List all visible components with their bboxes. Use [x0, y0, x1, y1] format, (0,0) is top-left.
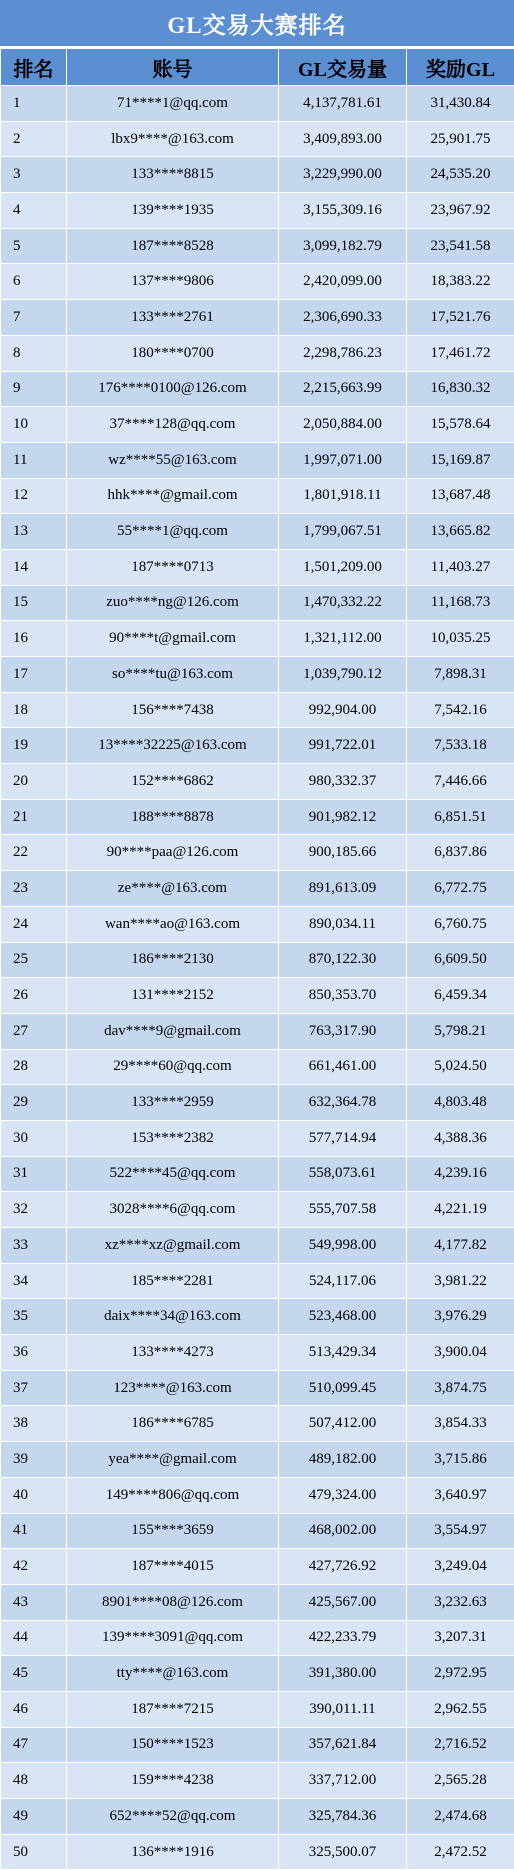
rank-cell: 22: [1, 835, 67, 871]
table-row: [1, 442, 514, 478]
reward-cell: 3,640.97: [407, 1477, 514, 1513]
volume-cell: 2,420,099.00: [279, 264, 407, 300]
reward-cell: 4,221.19: [407, 1192, 514, 1228]
reward-cell: 23,967.92: [407, 193, 514, 229]
reward-cell: 17,521.76: [407, 300, 514, 336]
reward-cell: 6,772.75: [407, 871, 514, 907]
reward-cell: 3,232.63: [407, 1584, 514, 1620]
account-cell: 137****9806: [67, 264, 279, 300]
table-row: [1, 228, 514, 264]
reward-cell: 2,716.52: [407, 1727, 514, 1763]
rank-cell: 7: [1, 300, 67, 336]
table-row: [1, 1834, 514, 1870]
table-row: [1, 764, 514, 800]
volume-cell: 2,050,884.00: [279, 407, 407, 443]
reward-cell: 7,542.16: [407, 692, 514, 728]
account-cell: wz****55@163.com: [67, 442, 279, 478]
reward-cell: 2,962.55: [407, 1691, 514, 1727]
reward-cell: 2,472.52: [407, 1834, 514, 1870]
volume-cell: 489,182.00: [279, 1442, 407, 1478]
volume-cell: 4,137,781.61: [279, 86, 407, 122]
account-cell: 139****1935: [67, 193, 279, 229]
rank-cell: 29: [1, 1085, 67, 1121]
ranking-table: [0, 48, 514, 1870]
table-row: [1, 585, 514, 621]
account-cell: zuo****ng@126.com: [67, 585, 279, 621]
reward-cell: 5,024.50: [407, 1049, 514, 1085]
account-cell: 187****8528: [67, 228, 279, 264]
rank-cell: 49: [1, 1799, 67, 1835]
reward-cell: 24,535.20: [407, 157, 514, 193]
rank-cell: 40: [1, 1477, 67, 1513]
table-row: [1, 1727, 514, 1763]
table-row: [1, 1228, 514, 1264]
account-cell: 149****806@qq.com: [67, 1477, 279, 1513]
account-cell: 150****1523: [67, 1727, 279, 1763]
account-cell: wan****ao@163.com: [67, 906, 279, 942]
reward-cell: 11,168.73: [407, 585, 514, 621]
rank-cell: 36: [1, 1335, 67, 1371]
header-rank: 排名: [1, 49, 67, 86]
table-row: [1, 1477, 514, 1513]
reward-cell: 3,207.31: [407, 1620, 514, 1656]
account-cell: 153****2382: [67, 1120, 279, 1156]
account-cell: 186****6785: [67, 1406, 279, 1442]
reward-cell: 13,665.82: [407, 514, 514, 550]
volume-cell: 507,412.00: [279, 1406, 407, 1442]
rank-cell: 34: [1, 1263, 67, 1299]
volume-cell: 2,306,690.33: [279, 300, 407, 336]
account-cell: 180****0700: [67, 335, 279, 371]
reward-cell: 6,459.34: [407, 978, 514, 1014]
rank-cell: 50: [1, 1834, 67, 1870]
table-row: [1, 1013, 514, 1049]
reward-cell: 5,798.21: [407, 1013, 514, 1049]
reward-cell: 3,249.04: [407, 1549, 514, 1585]
volume-cell: 891,613.09: [279, 871, 407, 907]
reward-cell: 31,430.84: [407, 86, 514, 122]
volume-cell: 3,409,893.00: [279, 121, 407, 157]
rank-cell: 42: [1, 1549, 67, 1585]
account-cell: 13****32225@163.com: [67, 728, 279, 764]
volume-cell: 357,621.84: [279, 1727, 407, 1763]
rank-cell: 11: [1, 442, 67, 478]
rank-cell: 35: [1, 1299, 67, 1335]
volume-cell: 763,317.90: [279, 1013, 407, 1049]
account-cell: 187****4015: [67, 1549, 279, 1585]
account-cell: 652****52@qq.com: [67, 1799, 279, 1835]
account-cell: ze****@163.com: [67, 871, 279, 907]
table-row: [1, 1156, 514, 1192]
volume-cell: 558,073.61: [279, 1156, 407, 1192]
account-cell: 131****2152: [67, 978, 279, 1014]
table-row: [1, 657, 514, 693]
account-cell: 133****4273: [67, 1335, 279, 1371]
rank-cell: 39: [1, 1442, 67, 1478]
rank-cell: 20: [1, 764, 67, 800]
account-cell: 186****2130: [67, 942, 279, 978]
volume-cell: 427,726.92: [279, 1549, 407, 1585]
reward-cell: 2,474.68: [407, 1799, 514, 1835]
volume-cell: 1,501,209.00: [279, 549, 407, 585]
table-row: [1, 549, 514, 585]
table-row: [1, 621, 514, 657]
table-row: [1, 300, 514, 336]
table-row: [1, 1049, 514, 1085]
header-volume: GL交易量: [279, 49, 407, 86]
account-cell: 176****0100@126.com: [67, 371, 279, 407]
header-row: [1, 49, 514, 86]
account-cell: 29****60@qq.com: [67, 1049, 279, 1085]
account-cell: xz****xz@gmail.com: [67, 1228, 279, 1264]
volume-cell: 422,233.79: [279, 1620, 407, 1656]
reward-cell: 7,898.31: [407, 657, 514, 693]
account-cell: 90****paa@126.com: [67, 835, 279, 871]
volume-cell: 3,229,990.00: [279, 157, 407, 193]
table-row: [1, 371, 514, 407]
rank-cell: 30: [1, 1120, 67, 1156]
volume-cell: 1,799,067.51: [279, 514, 407, 550]
rank-cell: 37: [1, 1370, 67, 1406]
table-row: [1, 1192, 514, 1228]
volume-cell: 991,722.01: [279, 728, 407, 764]
account-cell: 133****2761: [67, 300, 279, 336]
account-cell: 90****t@gmail.com: [67, 621, 279, 657]
rank-cell: 27: [1, 1013, 67, 1049]
rank-cell: 9: [1, 371, 67, 407]
account-cell: hhk****@gmail.com: [67, 478, 279, 514]
volume-cell: 479,324.00: [279, 1477, 407, 1513]
table-row: [1, 978, 514, 1014]
reward-cell: 3,854.33: [407, 1406, 514, 1442]
reward-cell: 6,609.50: [407, 942, 514, 978]
rank-cell: 6: [1, 264, 67, 300]
account-cell: 188****8878: [67, 799, 279, 835]
rank-cell: 45: [1, 1656, 67, 1692]
volume-cell: 549,998.00: [279, 1228, 407, 1264]
reward-cell: 2,565.28: [407, 1763, 514, 1799]
table-row: [1, 1656, 514, 1692]
reward-cell: 10,035.25: [407, 621, 514, 657]
table-row: [1, 1513, 514, 1549]
table-row: [1, 835, 514, 871]
reward-cell: 25,901.75: [407, 121, 514, 157]
account-cell: dav****9@gmail.com: [67, 1013, 279, 1049]
table-row: [1, 1406, 514, 1442]
rank-cell: 38: [1, 1406, 67, 1442]
rank-cell: 48: [1, 1763, 67, 1799]
volume-cell: 2,215,663.99: [279, 371, 407, 407]
reward-cell: 4,803.48: [407, 1085, 514, 1121]
rank-cell: 25: [1, 942, 67, 978]
volume-cell: 524,117.06: [279, 1263, 407, 1299]
reward-cell: 15,169.87: [407, 442, 514, 478]
table-row: [1, 1620, 514, 1656]
table-row: [1, 1299, 514, 1335]
table-row: [1, 1549, 514, 1585]
volume-cell: 325,784.36: [279, 1799, 407, 1835]
table-row: [1, 1370, 514, 1406]
volume-cell: 1,801,918.11: [279, 478, 407, 514]
volume-cell: 3,155,309.16: [279, 193, 407, 229]
table-row: [1, 728, 514, 764]
rank-cell: 13: [1, 514, 67, 550]
account-cell: yea****@gmail.com: [67, 1442, 279, 1478]
reward-cell: 13,687.48: [407, 478, 514, 514]
rank-cell: 32: [1, 1192, 67, 1228]
volume-cell: 850,353.70: [279, 978, 407, 1014]
rank-cell: 3: [1, 157, 67, 193]
volume-cell: 661,461.00: [279, 1049, 407, 1085]
rank-cell: 33: [1, 1228, 67, 1264]
volume-cell: 468,002.00: [279, 1513, 407, 1549]
account-cell: 123****@163.com: [67, 1370, 279, 1406]
header-reward: 奖励GL: [407, 49, 514, 86]
volume-cell: 577,714.94: [279, 1120, 407, 1156]
table-row: [1, 86, 514, 122]
volume-cell: 1,470,332.22: [279, 585, 407, 621]
reward-cell: 3,715.86: [407, 1442, 514, 1478]
table-header: [1, 49, 514, 86]
volume-cell: 391,380.00: [279, 1656, 407, 1692]
reward-cell: 4,388.36: [407, 1120, 514, 1156]
reward-cell: 3,981.22: [407, 1263, 514, 1299]
account-cell: 522****45@qq.com: [67, 1156, 279, 1192]
volume-cell: 555,707.58: [279, 1192, 407, 1228]
table-row: [1, 407, 514, 443]
table-row: [1, 193, 514, 229]
account-cell: so****tu@163.com: [67, 657, 279, 693]
table-body: [1, 86, 514, 1870]
account-cell: 3028****6@qq.com: [67, 1192, 279, 1228]
reward-cell: 6,851.51: [407, 799, 514, 835]
table-row: [1, 692, 514, 728]
account-cell: 37****128@qq.com: [67, 407, 279, 443]
volume-cell: 3,099,182.79: [279, 228, 407, 264]
account-cell: 55****1@qq.com: [67, 514, 279, 550]
account-cell: 139****3091@qq.com: [67, 1620, 279, 1656]
account-cell: tty****@163.com: [67, 1656, 279, 1692]
reward-cell: 6,760.75: [407, 906, 514, 942]
volume-cell: 1,321,112.00: [279, 621, 407, 657]
volume-cell: 2,298,786.23: [279, 335, 407, 371]
table-row: [1, 1763, 514, 1799]
volume-cell: 980,332.37: [279, 764, 407, 800]
rank-cell: 18: [1, 692, 67, 728]
volume-cell: 632,364.78: [279, 1085, 407, 1121]
table-row: [1, 121, 514, 157]
volume-cell: 513,429.34: [279, 1335, 407, 1371]
volume-cell: 992,904.00: [279, 692, 407, 728]
table-row: [1, 1799, 514, 1835]
reward-cell: 7,446.66: [407, 764, 514, 800]
table-row: [1, 335, 514, 371]
header-account: 账号: [67, 49, 279, 86]
account-cell: 152****6862: [67, 764, 279, 800]
rank-cell: 14: [1, 549, 67, 585]
rank-cell: 8: [1, 335, 67, 371]
reward-cell: 2,972.95: [407, 1656, 514, 1692]
table-row: [1, 1335, 514, 1371]
volume-cell: 870,122.30: [279, 942, 407, 978]
rank-cell: 1: [1, 86, 67, 122]
rank-cell: 15: [1, 585, 67, 621]
account-cell: 133****2959: [67, 1085, 279, 1121]
rank-cell: 24: [1, 906, 67, 942]
table-row: [1, 942, 514, 978]
table-row: [1, 799, 514, 835]
rank-cell: 23: [1, 871, 67, 907]
table-row: [1, 1442, 514, 1478]
table-row: [1, 871, 514, 907]
reward-cell: 11,403.27: [407, 549, 514, 585]
table-row: [1, 1691, 514, 1727]
table-row: [1, 157, 514, 193]
reward-cell: 16,830.32: [407, 371, 514, 407]
rank-cell: 46: [1, 1691, 67, 1727]
rank-cell: 26: [1, 978, 67, 1014]
table-row: [1, 264, 514, 300]
volume-cell: 390,011.11: [279, 1691, 407, 1727]
reward-cell: 23,541.58: [407, 228, 514, 264]
rank-cell: 16: [1, 621, 67, 657]
rank-cell: 19: [1, 728, 67, 764]
volume-cell: 1,997,071.00: [279, 442, 407, 478]
rank-cell: 43: [1, 1584, 67, 1620]
table-row: [1, 1120, 514, 1156]
volume-cell: 325,500.07: [279, 1834, 407, 1870]
rank-cell: 5: [1, 228, 67, 264]
reward-cell: 3,900.04: [407, 1335, 514, 1371]
volume-cell: 425,567.00: [279, 1584, 407, 1620]
reward-cell: 4,177.82: [407, 1228, 514, 1264]
rank-cell: 31: [1, 1156, 67, 1192]
rank-cell: 41: [1, 1513, 67, 1549]
volume-cell: 890,034.11: [279, 906, 407, 942]
account-cell: 136****1916: [67, 1834, 279, 1870]
reward-cell: 7,533.18: [407, 728, 514, 764]
account-cell: 187****7215: [67, 1691, 279, 1727]
volume-cell: 510,099.45: [279, 1370, 407, 1406]
account-cell: 185****2281: [67, 1263, 279, 1299]
volume-cell: 1,039,790.12: [279, 657, 407, 693]
rank-cell: 2: [1, 121, 67, 157]
account-cell: 156****7438: [67, 692, 279, 728]
account-cell: 187****0713: [67, 549, 279, 585]
account-cell: 155****3659: [67, 1513, 279, 1549]
account-cell: 133****8815: [67, 157, 279, 193]
rank-cell: 28: [1, 1049, 67, 1085]
table-row: [1, 906, 514, 942]
reward-cell: 4,239.16: [407, 1156, 514, 1192]
reward-cell: 3,976.29: [407, 1299, 514, 1335]
volume-cell: 900,185.66: [279, 835, 407, 871]
rank-cell: 44: [1, 1620, 67, 1656]
rank-cell: 4: [1, 193, 67, 229]
rank-cell: 10: [1, 407, 67, 443]
table-row: [1, 1085, 514, 1121]
table-row: [1, 514, 514, 550]
account-cell: 159****4238: [67, 1763, 279, 1799]
reward-cell: 3,874.75: [407, 1370, 514, 1406]
rank-cell: 17: [1, 657, 67, 693]
table-row: [1, 1584, 514, 1620]
account-cell: daix****34@163.com: [67, 1299, 279, 1335]
volume-cell: 523,468.00: [279, 1299, 407, 1335]
reward-cell: 3,554.97: [407, 1513, 514, 1549]
page-title: GL交易大赛排名: [0, 0, 514, 48]
reward-cell: 15,578.64: [407, 407, 514, 443]
account-cell: 71****1@qq.com: [67, 86, 279, 122]
reward-cell: 18,383.22: [407, 264, 514, 300]
volume-cell: 337,712.00: [279, 1763, 407, 1799]
reward-cell: 17,461.72: [407, 335, 514, 371]
table-row: [1, 478, 514, 514]
rank-cell: 12: [1, 478, 67, 514]
account-cell: lbx9****@163.com: [67, 121, 279, 157]
rank-cell: 21: [1, 799, 67, 835]
reward-cell: 6,837.86: [407, 835, 514, 871]
account-cell: 8901****08@126.com: [67, 1584, 279, 1620]
table-row: [1, 1263, 514, 1299]
volume-cell: 901,982.12: [279, 799, 407, 835]
rank-cell: 47: [1, 1727, 67, 1763]
